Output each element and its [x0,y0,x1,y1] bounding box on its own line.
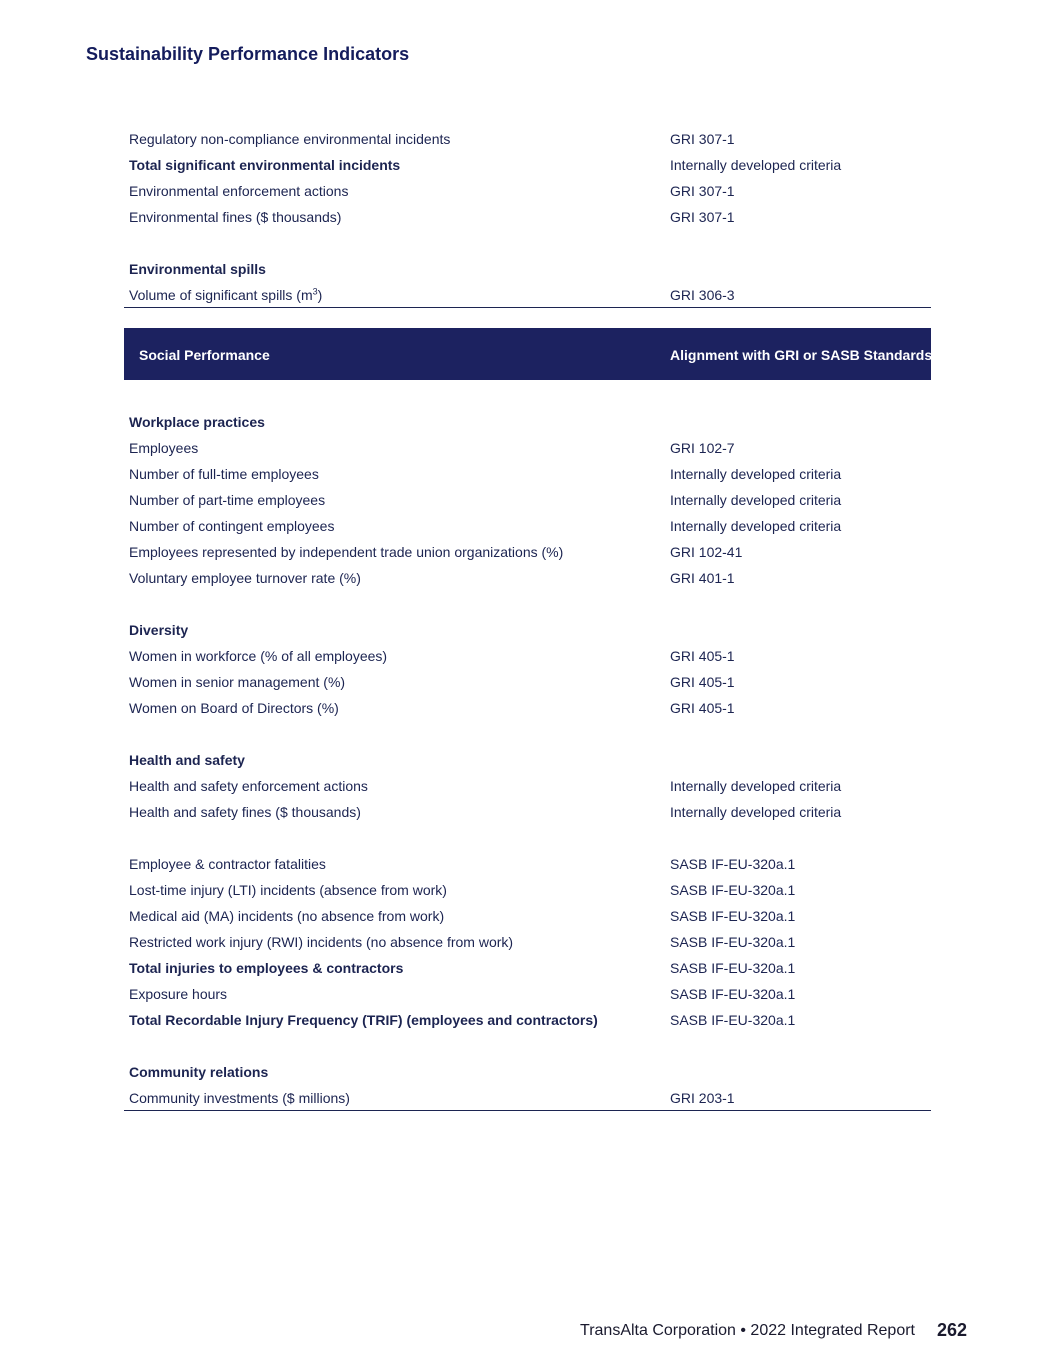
section-heading-row [124,256,931,282]
table-row [124,695,931,721]
standard-alignment: Internally developed criteria [670,778,842,794]
table-row [124,204,931,230]
table-row [124,565,931,591]
indicator-label: Voluntary employee turnover rate (%) [129,570,361,586]
table-row [124,126,931,152]
indicator-label: Volume of significant spills (m [129,287,313,303]
page-title: Sustainability Performance Indicators [86,44,410,64]
column-header-alignment: Alignment with GRI or SASB Standards [670,347,933,363]
indicator-label-group [129,287,322,303]
standard-alignment: Internally developed criteria [670,518,842,534]
standard-alignment: GRI 405-1 [670,648,735,664]
table-row [124,178,931,204]
indicator-label: Number of part-time employees [129,492,326,508]
social-performance-header [124,328,931,380]
table-row [124,903,931,929]
section-heading-row [124,1059,931,1085]
indicator-label: Exposure hours [129,986,228,1002]
standard-alignment: GRI 405-1 [670,674,735,690]
table-row [124,643,931,669]
indicator-label: Number of contingent employees [129,518,335,534]
standard-alignment: GRI 306-3 [670,287,735,303]
indicator-label: Environmental spills [129,261,266,277]
standard-alignment: GRI 405-1 [670,700,735,716]
indicator-label: Community investments ($ millions) [129,1090,350,1106]
table-row [124,1007,931,1033]
standard-alignment: GRI 307-1 [670,183,735,199]
indicator-label: Employee & contractor fatalities [129,856,326,872]
table-row [124,435,931,461]
indicator-label: Total injuries to employees & contractors [129,960,404,976]
spacer-row [124,721,931,747]
standard-alignment: SASB IF-EU-320a.1 [670,986,796,1002]
standard-alignment: Internally developed criteria [670,466,842,482]
table-row [124,152,931,178]
indicator-label: Community relations [129,1064,269,1080]
environmental-indicators-table [124,126,931,308]
standard-alignment: GRI 307-1 [670,131,735,147]
indicator-label: Health and safety [129,752,245,768]
table-row [124,513,931,539]
social-indicators-table [124,409,931,1111]
table-row [124,1085,931,1111]
indicator-label: Diversity [129,622,189,638]
indicator-label: Regulatory non-compliance environmental incidents [129,131,451,147]
table-row [124,773,931,799]
page-number: 262 [937,1320,968,1340]
spacer-row [124,825,931,851]
column-header-indicator: Social Performance [139,347,270,363]
indicator-label: Women on Board of Directors (%) [129,700,339,716]
standard-alignment: SASB IF-EU-320a.1 [670,960,796,976]
indicator-label: Environmental fines ($ thousands) [129,209,342,225]
table-row [124,851,931,877]
indicator-label: Restricted work injury (RWI) incidents (no absence from work) [129,934,514,950]
indicator-label: Lost-time injury (LTI) incidents (absence from work) [129,882,447,898]
standard-alignment: SASB IF-EU-320a.1 [670,934,796,950]
indicator-label: Number of full-time employees [129,466,319,482]
superscript: 3 [312,286,318,297]
indicator-label: Employees [129,440,199,456]
standard-alignment: GRI 102-41 [670,544,743,560]
standard-alignment: SASB IF-EU-320a.1 [670,908,796,924]
table-row [124,282,931,308]
standard-alignment: SASB IF-EU-320a.1 [670,856,796,872]
indicator-label: Medical aid (MA) incidents (no absence from work) [129,908,445,924]
indicator-label: Women in senior management (%) [129,674,346,690]
indicator-label: Employees represented by independent trade union organizations (%) [129,544,564,560]
table-row [124,487,931,513]
table-row [124,877,931,903]
standard-alignment: GRI 307-1 [670,209,735,225]
standard-alignment: SASB IF-EU-320a.1 [670,882,796,898]
table-row [124,955,931,981]
standard-alignment: GRI 401-1 [670,570,735,586]
spacer-row [124,1033,931,1059]
standard-alignment: SASB IF-EU-320a.1 [670,1012,796,1028]
standard-alignment: Internally developed criteria [670,492,842,508]
standard-alignment: Internally developed criteria [670,157,842,173]
indicator-label: Environmental enforcement actions [129,183,349,199]
indicator-label: Women in workforce (% of all employees) [129,648,388,664]
table-row [124,539,931,565]
table-row [124,799,931,825]
spacer-row [124,230,931,256]
indicator-label: Total significant environmental incidents [129,157,401,173]
indicator-label: Health and safety fines ($ thousands) [129,804,361,820]
standard-alignment: GRI 102-7 [670,440,735,456]
indicator-label: Workplace practices [129,414,265,430]
standard-alignment: Internally developed criteria [670,804,842,820]
section-heading-row [124,747,931,773]
table-row [124,461,931,487]
spacer-row [124,591,931,617]
table-row [124,981,931,1007]
standard-alignment: GRI 203-1 [670,1090,735,1106]
indicator-label: Health and safety enforcement actions [129,778,368,794]
footer-report-title: TransAlta Corporation • 2022 Integrated Report [580,1322,915,1339]
table-row [124,929,931,955]
table-row [124,669,931,695]
indicator-label: Total Recordable Injury Frequency (TRIF) (employees and contractors) [129,1012,598,1028]
section-heading-row [124,409,931,435]
label-suffix: ) [317,287,323,303]
section-heading-row [124,617,931,643]
